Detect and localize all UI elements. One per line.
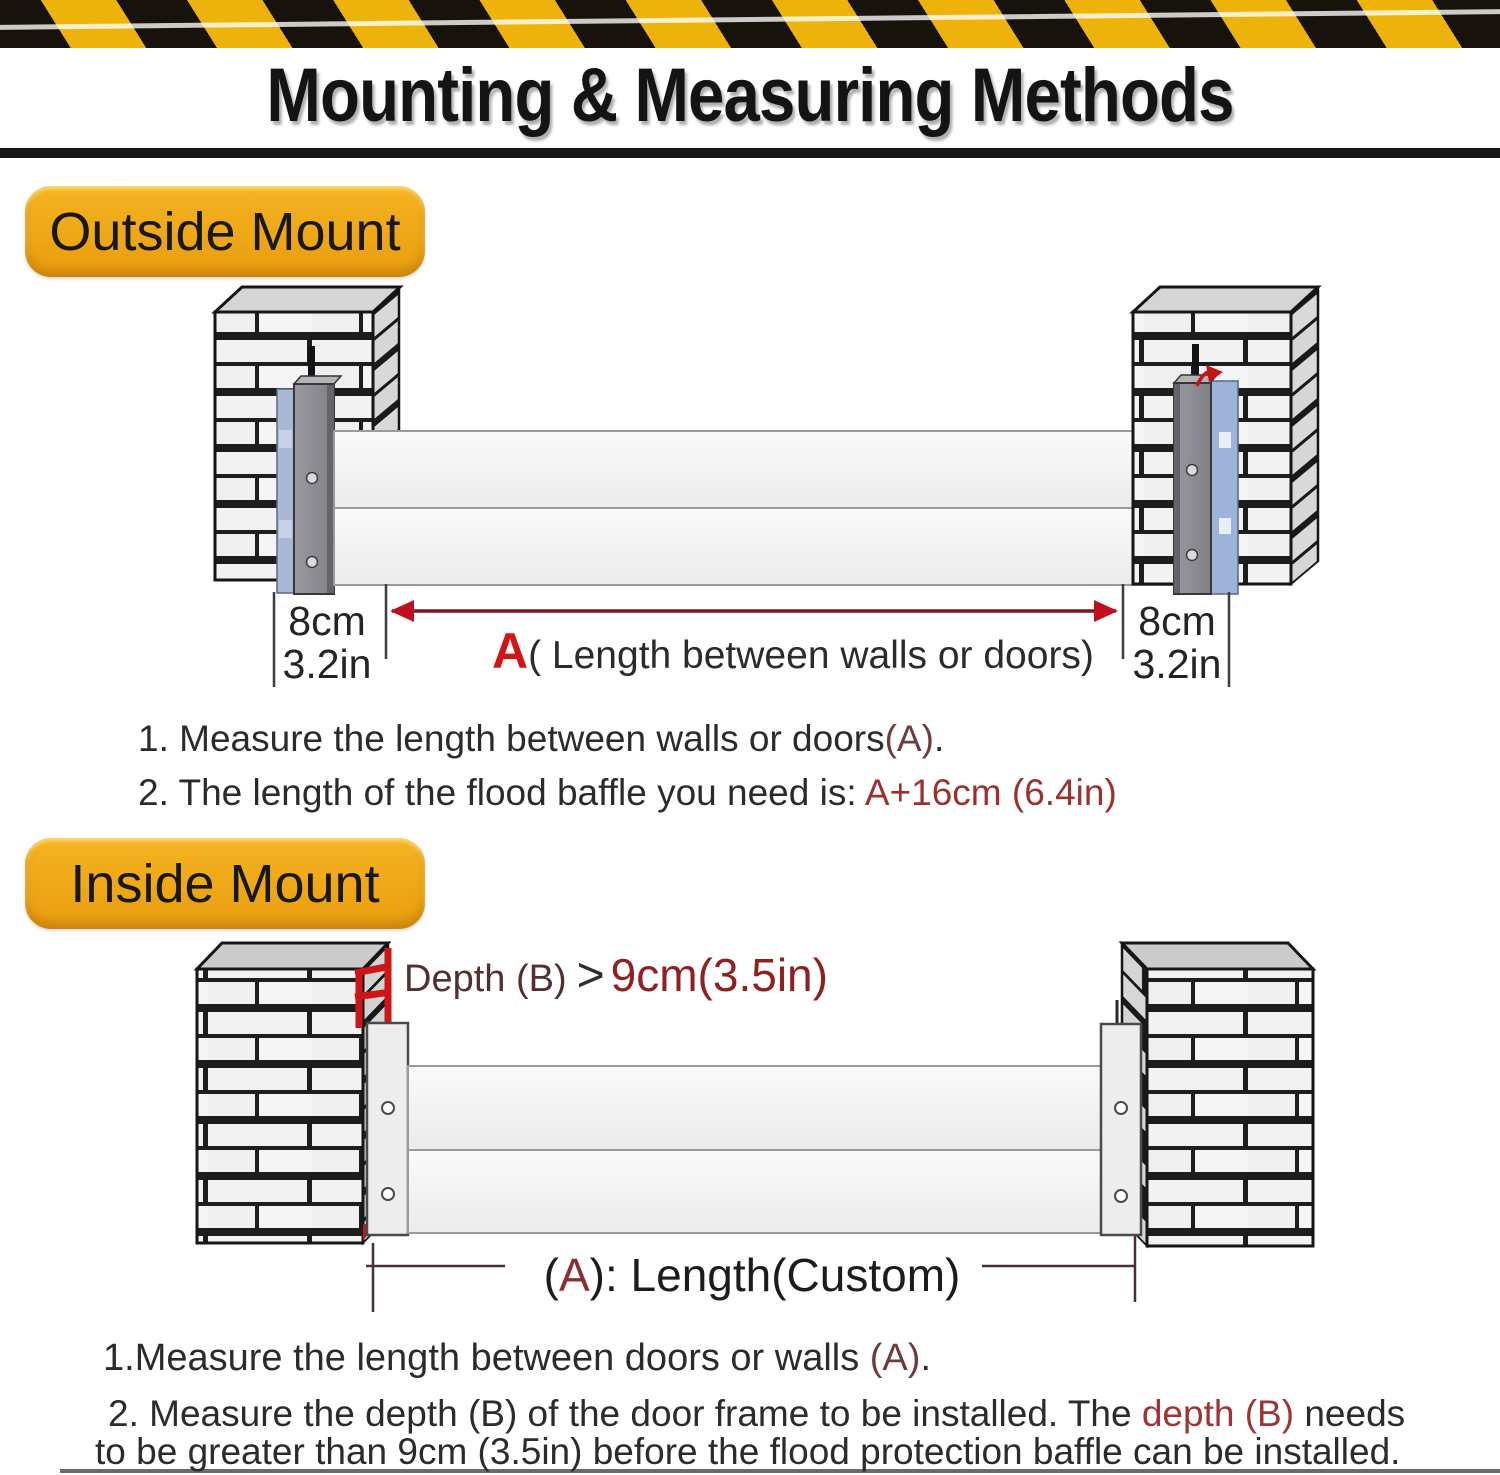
outside-left-seal-strip [277, 389, 294, 593]
depth-label: Depth (B) [404, 958, 567, 1000]
length-custom-label: (A): Length(Custom) [543, 1249, 961, 1301]
depth-annotation [404, 948, 828, 1003]
inside-step-1: 1.Measure the length between doors or walls (A). [103, 1337, 931, 1379]
dim-right-in: 3.2in [1132, 641, 1222, 687]
inside-right-pillar [1122, 943, 1313, 1246]
depth-value: 9cm(3.5in) [610, 949, 828, 1001]
length-a-annotation [492, 622, 1094, 680]
outside-flood-baffle-panels [334, 431, 1174, 585]
dim-left-cm: 8cm [288, 598, 366, 644]
dim-right-cm: 8cm [1138, 598, 1216, 644]
outside-step-2: 2. The length of the flood baffle you need is: A+16cm (6.4in) [138, 772, 1117, 813]
inside-right-channel [1101, 1000, 1141, 1235]
dim-left-in: 3.2in [282, 641, 372, 687]
length-a-arrow [390, 600, 1118, 622]
outside-step-1: 1. Measure the length between walls or doors(A). [138, 718, 945, 759]
inside-flood-baffle-panels [408, 1066, 1147, 1233]
inside-left-channel [367, 1023, 408, 1235]
outside-right-seal-strip [1211, 381, 1238, 594]
inside-step-2-line-2: to be greater than 9cm (3.5in) before the flood protection baffle can be installed. [95, 1431, 1401, 1472]
outside-right-channel [1174, 344, 1217, 594]
outside-mount-badge-label: Outside Mount [49, 201, 401, 262]
page-title: Mounting & Measuring Methods [266, 53, 1234, 138]
length-a-letter: A [492, 623, 529, 679]
inside-mount-badge-label: Inside Mount [70, 853, 380, 914]
greater-than-sign: > [576, 949, 605, 1002]
inside-step-2-line-1: 2. Measure the depth (B) of the door frame to be installed. The depth (B) needs [108, 1393, 1406, 1434]
length-a-desc: ( Length between walls or doors) [528, 634, 1094, 677]
